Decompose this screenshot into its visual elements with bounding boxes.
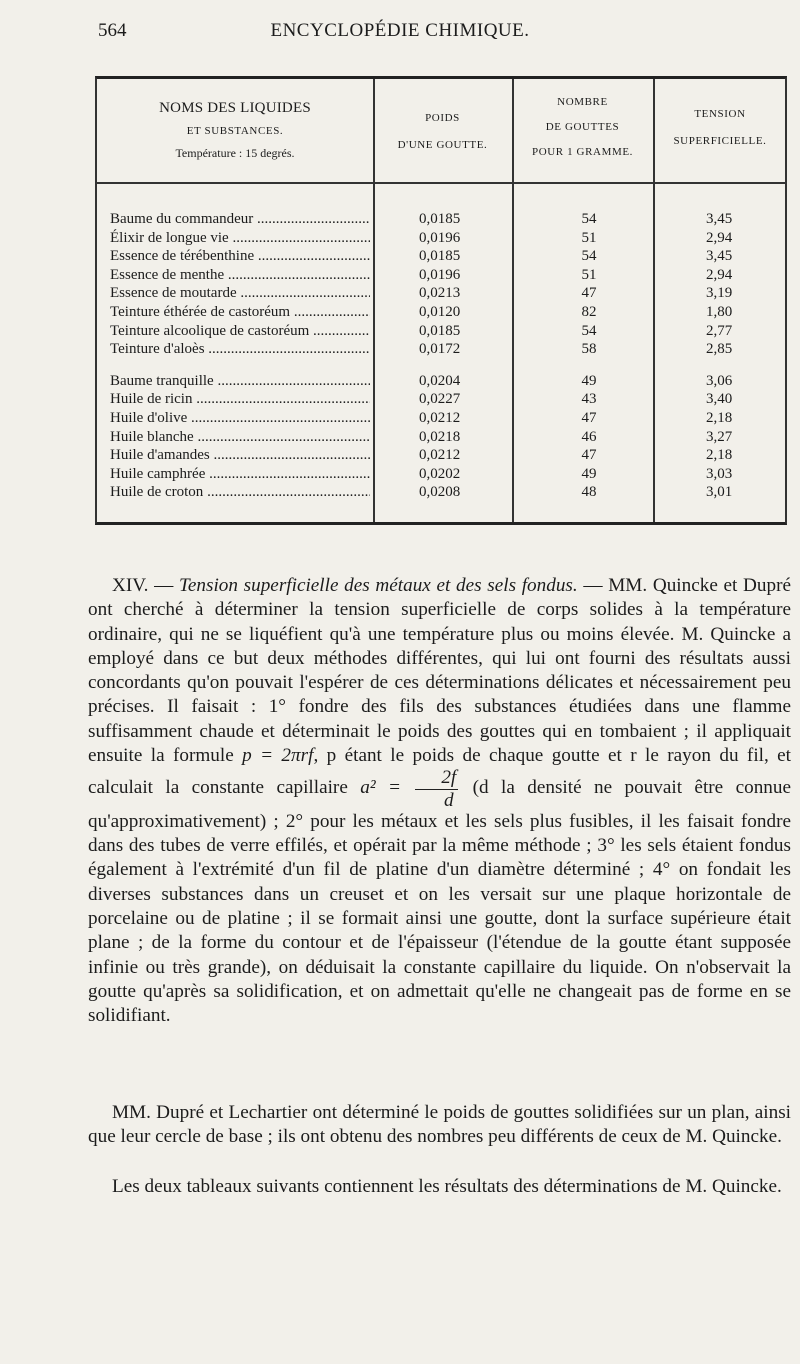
section-paragraph: XIV. — Tension superficielle des métaux et des sels fondus. — MM. Quincke et Dupré ont cherché à déterminer la tension superficielle de corps solides à la température ordinaire, qui ne se liquéfient qu'à une température plus ou moins élevée. M. Quincke a employé dans ce but deux méthodes différentes, qui lui ont fourni des résultats aussi concordants qu'on pouvait l'espérer de ces déterminations délicates et nécessairement peu précises. Il faisait : 1° fondre des fils des substances étudiées dans une flamme suffisamment chaude et déterminait le poids des gouttes qui en tombaient ; il appliquait ensuite la formule p = 2πrf, p étant le poids de chaque goutte et r le rayon du fil, et calculait la constante capillaire a² = $\frac{2f}{d}$ (d la densité ne pouvait être connue qu'approximativement) ; 2° pour les métaux et les sels plus fusibles, il les faisait fondre dans des tubes de verre effilés, et opérait par la même méthode ; 3° les sels étaient fondus également à l'extrémité d'un fil de platine d'un diamètre déterminé ; 4° on fondait les diverses substances dans un creuset et on les versait sur une plaque horizontale de porcelaine ou de platine ; il se formait ainsi une goutte, dont la surface supérieure était plane ; de la forme du contour et de l'épaisseur (l'étendue de la goutte étant supposée infinie ou très grande), on déduisait la constante capillaire du liquide. On n'observait la goutte qu'après sa solidification, et on admettait qu'elle ne changeait pas de forme en se solidifiant. <box>88 575 792 1027</box>
table-row <box>97 340 785 358</box>
surface-tension: 3,06 <box>706 372 733 389</box>
table-row <box>97 446 785 464</box>
liquid-name: Essence de moutarde ..... <box>110 284 370 302</box>
drop-weight: 0,0185 <box>419 211 461 227</box>
drops-per-gram: 48 <box>581 484 597 501</box>
section-title: Tension superficielle des métaux et des sels fondus. <box>178 575 578 596</box>
drop-weight: 0,0196 <box>419 266 461 283</box>
drop-weight: 0,0120 <box>419 304 461 320</box>
drops-per-gram: 54 <box>581 211 597 227</box>
drop-weight: 0,0212 <box>419 410 461 426</box>
drop-weight: 0,0213 <box>419 285 461 302</box>
surface-tension: 1,80 <box>706 304 733 320</box>
page-number: 564 <box>98 20 127 41</box>
drop-weight: 0,0212 <box>419 447 461 464</box>
surface-tension: 2,94 <box>706 229 733 246</box>
surface-tension: 3,27 <box>706 428 733 445</box>
drop-weight: 0,0196 <box>419 229 461 246</box>
liquid-name: Teinture éthérée de castoréum ..... <box>110 303 370 321</box>
table-row <box>97 229 785 247</box>
drop-weight: 0,0218 <box>419 428 461 445</box>
surface-tension: 2,77 <box>706 322 733 339</box>
drops-per-gram: 51 <box>581 266 597 283</box>
drops-per-gram: 49 <box>581 465 597 482</box>
drops-per-gram: 82 <box>581 304 597 320</box>
drops-per-gram: 54 <box>581 322 597 339</box>
drops-per-gram: 47 <box>581 285 597 302</box>
drop-weight: 0,0185 <box>419 322 461 339</box>
table-row <box>97 322 785 340</box>
liquid-name: Huile d'amandes ..... <box>110 446 370 464</box>
drops-per-gram: 43 <box>581 391 597 408</box>
running-title: ENCYCLOPÉDIE CHIMIQUE. <box>270 20 530 41</box>
liquid-name: Huile blanche ..... <box>110 428 370 446</box>
surface-tension: 2,18 <box>706 410 733 426</box>
drops-per-gram: 49 <box>581 372 597 389</box>
surface-tension: 2,18 <box>706 447 733 464</box>
surface-tension: 3,40 <box>706 391 733 408</box>
liquid-name: Essence de térébenthine ..... <box>110 247 370 265</box>
liquid-name: Baume du commandeur ..... <box>110 210 370 228</box>
table-row <box>97 428 785 446</box>
drop-weight: 0,0208 <box>419 484 461 501</box>
liquid-name: Baume tranquille ..... <box>110 372 370 390</box>
surface-tension: 3,01 <box>706 484 733 501</box>
table-row <box>97 247 785 265</box>
drops-per-gram: 58 <box>581 341 597 358</box>
formula-capillary-fraction: $\frac{2f}{d}$ <box>415 768 458 809</box>
table-row <box>97 210 785 228</box>
liquid-name: Huile de croton ..... <box>110 483 370 501</box>
table-row <box>97 390 785 408</box>
drop-weight: 0,0204 <box>419 372 461 389</box>
surface-tension: 2,85 <box>706 341 733 358</box>
drops-per-gram: 47 <box>581 410 597 426</box>
drops-per-gram: 46 <box>581 428 597 445</box>
formula-weight: p = 2πrf <box>242 745 314 767</box>
drop-weight: 0,0172 <box>419 341 461 358</box>
liquid-name: Huile d'olive ..... <box>110 409 370 427</box>
table-row <box>97 465 785 483</box>
drops-per-gram: 51 <box>581 229 597 246</box>
header-poids: POIDS D'UNE GOUTTE. <box>397 112 488 151</box>
liquid-name: Essence de menthe ..... <box>110 266 370 284</box>
liquid-name: Teinture alcoolique de castoréum ..... <box>110 322 370 340</box>
table-row <box>97 409 785 427</box>
surface-tension: 2,94 <box>706 266 733 283</box>
table-row <box>97 303 785 321</box>
drop-weight: 0,0185 <box>419 248 461 265</box>
drop-weight: 0,0227 <box>419 391 461 408</box>
surface-tension: 3,45 <box>706 211 733 227</box>
paragraph-tables-intro: Les deux tableaux suivants contiennent les résultats des déterminations de M. Quincke. <box>112 1176 782 1197</box>
section-number: XIV. — <box>112 575 179 596</box>
header-nombre: NOMBRE DE GOUTTES POUR 1 GRAMME. <box>532 96 633 158</box>
surface-tension: 3,03 <box>706 465 733 482</box>
drops-per-gram: 47 <box>581 447 597 464</box>
header-tension: TENSION SUPERFICIELLE. <box>673 108 767 147</box>
header-rule <box>97 182 785 184</box>
liquid-name: Huile camphrée ..... <box>110 465 370 483</box>
header-names: NOMS DES LIQUIDES ET SUBSTANCES. Température : 15 degrés. <box>159 100 311 160</box>
liquid-name: Élixir de longue vie ..... <box>110 229 370 247</box>
data-table <box>95 76 787 525</box>
table-row <box>97 284 785 302</box>
surface-tension: 3,19 <box>706 285 733 302</box>
liquid-name: Huile de ricin ..... <box>110 390 370 408</box>
formula-capillary-lhs: a² = <box>360 777 414 799</box>
drop-weight: 0,0202 <box>419 465 461 482</box>
table-row <box>97 483 785 501</box>
surface-tension: 3,45 <box>706 248 733 265</box>
liquid-name: Teinture d'aloès ..... <box>110 340 370 358</box>
drops-per-gram: 54 <box>581 248 597 265</box>
table-row <box>97 372 785 390</box>
paragraph-dupre-lechartier: MM. Dupré et Lechartier ont déterminé le poids de gouttes solidifiées sur un plan, ainsi que leur cercle de base ; ils ont obtenu des nombres peu différents de ceux de M. Quincke. <box>88 1102 791 1148</box>
table-row <box>97 266 785 284</box>
